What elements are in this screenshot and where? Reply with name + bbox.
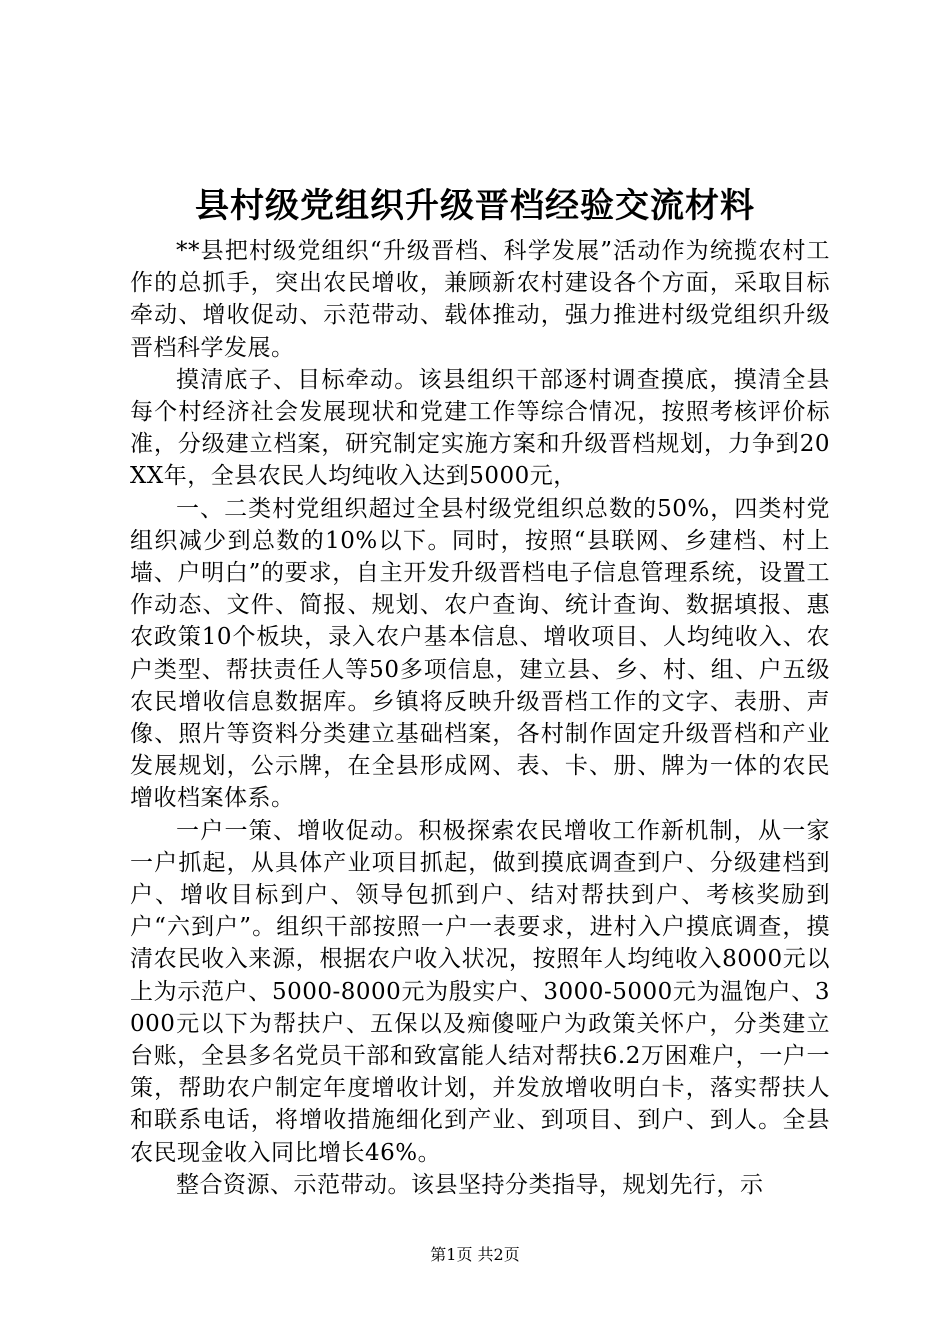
document-title: 县村级党组织升级晋档经验交流材料 <box>195 186 755 226</box>
paragraph-household: 一户一策、增收促动。积极探索农民增收工作新机制，从一家一户抓起，从具体产业项目抓起，做到摸底调查到户、分级建档到户、增收目标到户、领导包抓到户、结对帮扶到户、考核奖励到户“六到户”。组织干部按照一户一表要求，进村入户摸底调查，摸清农民收入来源，根据农户收入状况，按照年人均纯收入8000元以上为示范户、5000-8000元为殷实户、3000-5000元为温饱户、3000元以下为帮扶户、五保以及痴傻哑户为政策关怀户，分类建立台账，全县多名党员干部和致富能人结对帮扶6.2万困难户，一户一策，帮助农户制定年度增收计划，并发放增收明白卡，落实帮扶人和联系电话，将增收措施细化到产业、到项目、到户、到人。全县农民现金收入同比增长46%。 <box>130 817 830 1166</box>
document-body <box>130 235 830 1201</box>
paragraph-demonstration: 整合资源、示范带动。该县坚持分类指导，规划先行，示 <box>176 1171 764 1198</box>
paragraph-intro: **县把村级党组织“升级晋档、科学发展”活动作为统揽农村工作的总抓手，突出农民增收，兼顾新农村建设各个方面，采取目标牵动、增收促动、示范带动、载体推动，强力推进村级党组织升级晋档科学发展。 <box>130 238 830 361</box>
paragraph-archive: 一、二类村党组织超过全县村级党组织总数的50%，四类村党组织减少到总数的10%以下。同时，按照“县联网、乡建档、村上墙、户明白”的要求，自主开发升级晋档电子信息管理系统，设置工作动态、文件、简报、规划、农户查询、统计查询、数据填报、惠农政策10个板块，录入农户基本信息、增收项目、人均纯收入、农户类型、帮扶责任人等50多项信息，建立县、乡、村、组、户五级农民增收信息数据库。乡镇将反映升级晋档工作的文字、表册、声像、照片等资料分类建立基础档案，各村制作固定升级晋档和产业发展规划，公示牌，在全县形成网、表、卡、册、牌为一体的农民增收档案体系。 <box>130 495 830 812</box>
page-footer: 第1页 共2页 <box>430 1245 520 1264</box>
paragraph-target: 摸清底子、目标牵动。该县组织干部逐村调查摸底，摸清全县每个村经济社会发展现状和党建工作等综合情况，按照考核评价标准，分级建立档案，研究制定实施方案和升级晋档规划，力争到20XX年，全县农民人均纯收入达到5000元， <box>130 366 830 490</box>
